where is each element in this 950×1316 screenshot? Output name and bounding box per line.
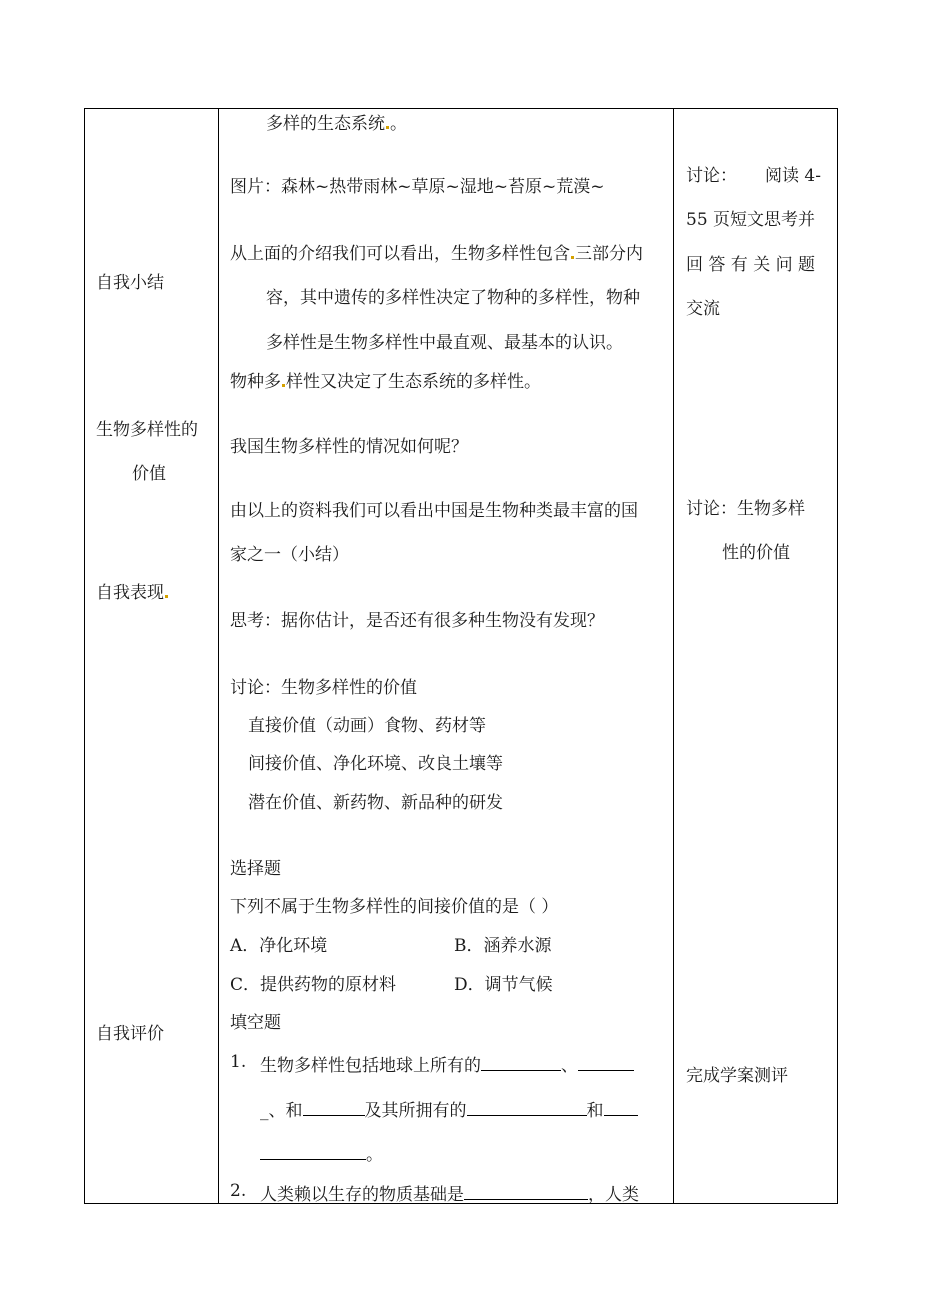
column-divider-right: [673, 109, 674, 1203]
mid-line-3: 从上面的介绍我们可以看出，生物多样性包含 三部分内: [230, 244, 643, 264]
blank-line: [260, 1143, 366, 1160]
mid-line-8: 由以上的资料我们可以看出中国是生物种类最丰富的国: [230, 501, 638, 521]
option-c: C．提供药物的原材料: [230, 975, 397, 995]
mid-line-12: 直接价值（动画）食物、药材等: [248, 716, 486, 736]
left-label-self-eval: 自我评价: [96, 1024, 164, 1044]
fill-question-2-number: 2.: [230, 1181, 247, 1201]
mid-line-1: 多样的生态系统 。: [266, 114, 407, 134]
mid-line-13: 间接价值、净化环境、改良土壤等: [248, 754, 503, 774]
right-line-5: 讨论：生物多样: [686, 499, 805, 519]
mid-line-10: 思考：据你估计，是否还有很多种生物没有发现？: [230, 611, 604, 631]
blank-line: [604, 1099, 638, 1116]
fill-question-1-number: 1.: [230, 1052, 247, 1072]
mid-line-7: 我国生物多样性的情况如何呢？: [230, 437, 468, 457]
blank-line: [464, 1183, 588, 1200]
question-stem: 下列不属于生物多样性的间接价值的是（ ）: [230, 897, 559, 917]
fill-question-1-line2: _、和 及其所拥有的 和: [260, 1099, 638, 1120]
mid-line-17: 填空题: [230, 1013, 281, 1033]
left-label-self-summary: 自我小结: [96, 273, 164, 293]
marker-dot: [386, 126, 389, 129]
mid-line-11: 讨论：生物多样性的价值: [230, 678, 417, 698]
blank-line: [578, 1054, 634, 1071]
blank-line: [481, 1054, 561, 1071]
option-a: A．净化环境: [230, 936, 328, 956]
mid-line-15: 选择题: [230, 859, 281, 879]
marker-dot: [282, 384, 285, 387]
right-line-6: 性的价值: [722, 543, 790, 563]
right-line-2: 55 页短文思考并: [686, 210, 816, 230]
mid-line-4: 容，其中遗传的多样性决定了物种的多样性，物种: [266, 288, 640, 308]
left-label-self-perform: 自我表现: [96, 585, 169, 602]
mid-line-2: 图片：森林~热带雨林~草原~湿地~苔原~荒漠~: [230, 177, 605, 197]
option-b: B．涵养水源: [454, 936, 552, 956]
right-line-1b: 阅读 4-: [765, 166, 821, 186]
marker-dot: [571, 256, 574, 259]
fill-question-1-line3: 。: [260, 1143, 383, 1164]
left-label-value-line2: 价值: [132, 464, 166, 484]
marker-dot: [165, 595, 168, 598]
mid-line-9: 家之一（小结）: [230, 545, 349, 565]
right-line-4: 交流: [686, 299, 720, 319]
mid-line-14: 潜在价值、新药物、新品种的研发: [248, 793, 503, 813]
right-line-7: 完成学案测评: [686, 1066, 788, 1086]
blank-line: [303, 1099, 365, 1116]
mid-line-5: 多样性是生物多样性中最直观、最基本的认识。: [266, 333, 623, 353]
right-line-1a: 讨论：: [686, 166, 737, 186]
right-line-3: 回 答 有 关 问 题: [686, 255, 816, 275]
fill-question-2-line1: 人类赖以生存的物质基础是 ，人类: [260, 1185, 639, 1205]
left-label-value-line1: 生物多样性的: [96, 420, 198, 440]
option-d: D．调节气候: [454, 975, 553, 995]
fill-question-1-line1: 生物多样性包括地球上所有的 、: [260, 1054, 634, 1075]
mid-line-6: 物种多 样性又决定了生态系统的多样性。: [230, 372, 541, 392]
blank-line: [467, 1099, 587, 1116]
column-divider-left: [218, 109, 219, 1203]
